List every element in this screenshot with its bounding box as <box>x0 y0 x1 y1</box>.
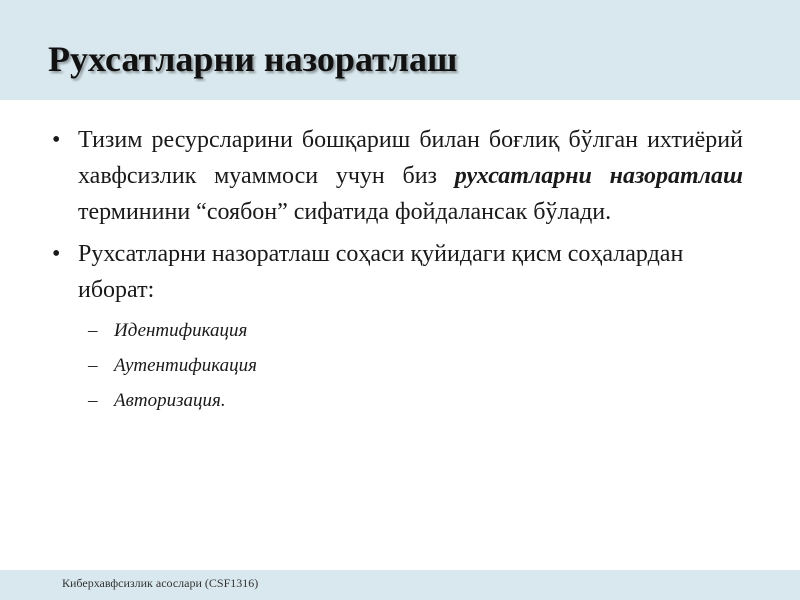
subitem-label: Идентификация <box>114 320 248 341</box>
bullet-1-emphasis: рухсатларни назоратлаш <box>454 163 743 189</box>
slide-content <box>48 122 743 424</box>
dash-icon: – <box>88 389 98 411</box>
subitem-authorization <box>48 390 743 413</box>
bullet-1-text-before: Тизим ресурсларини бошқариш билан боғлиқ бўлган ихтиёрий хавфсизлик муаммоси учун биз <box>78 127 743 189</box>
bullet-1-text-after: терминини “соябон” сифатида фойдалансак бўлади. <box>78 199 612 225</box>
subitem-identification <box>48 320 743 343</box>
dash-icon: – <box>88 354 98 376</box>
bullet-dot-icon: • <box>52 241 61 267</box>
bullet-item-2 <box>48 236 743 308</box>
subitem-authentication <box>48 355 743 378</box>
dash-icon: – <box>88 320 98 341</box>
bullet-dot-icon: • <box>52 127 61 153</box>
bullet-2-text: Рухсатларни назоратлаш соҳаси қуйидаги қисм соҳалардан иборат: <box>78 241 684 303</box>
subitem-label: Авторизация. <box>114 389 226 411</box>
subitem-label: Аутентификация <box>114 354 257 376</box>
bullet-item-1 <box>48 122 743 230</box>
footer-course-label: Киберхавфсизлик асослари (CSF1316) <box>62 576 259 590</box>
slide-title: Рухсатларни назоратлаш <box>48 39 458 79</box>
footer-band <box>0 570 800 600</box>
